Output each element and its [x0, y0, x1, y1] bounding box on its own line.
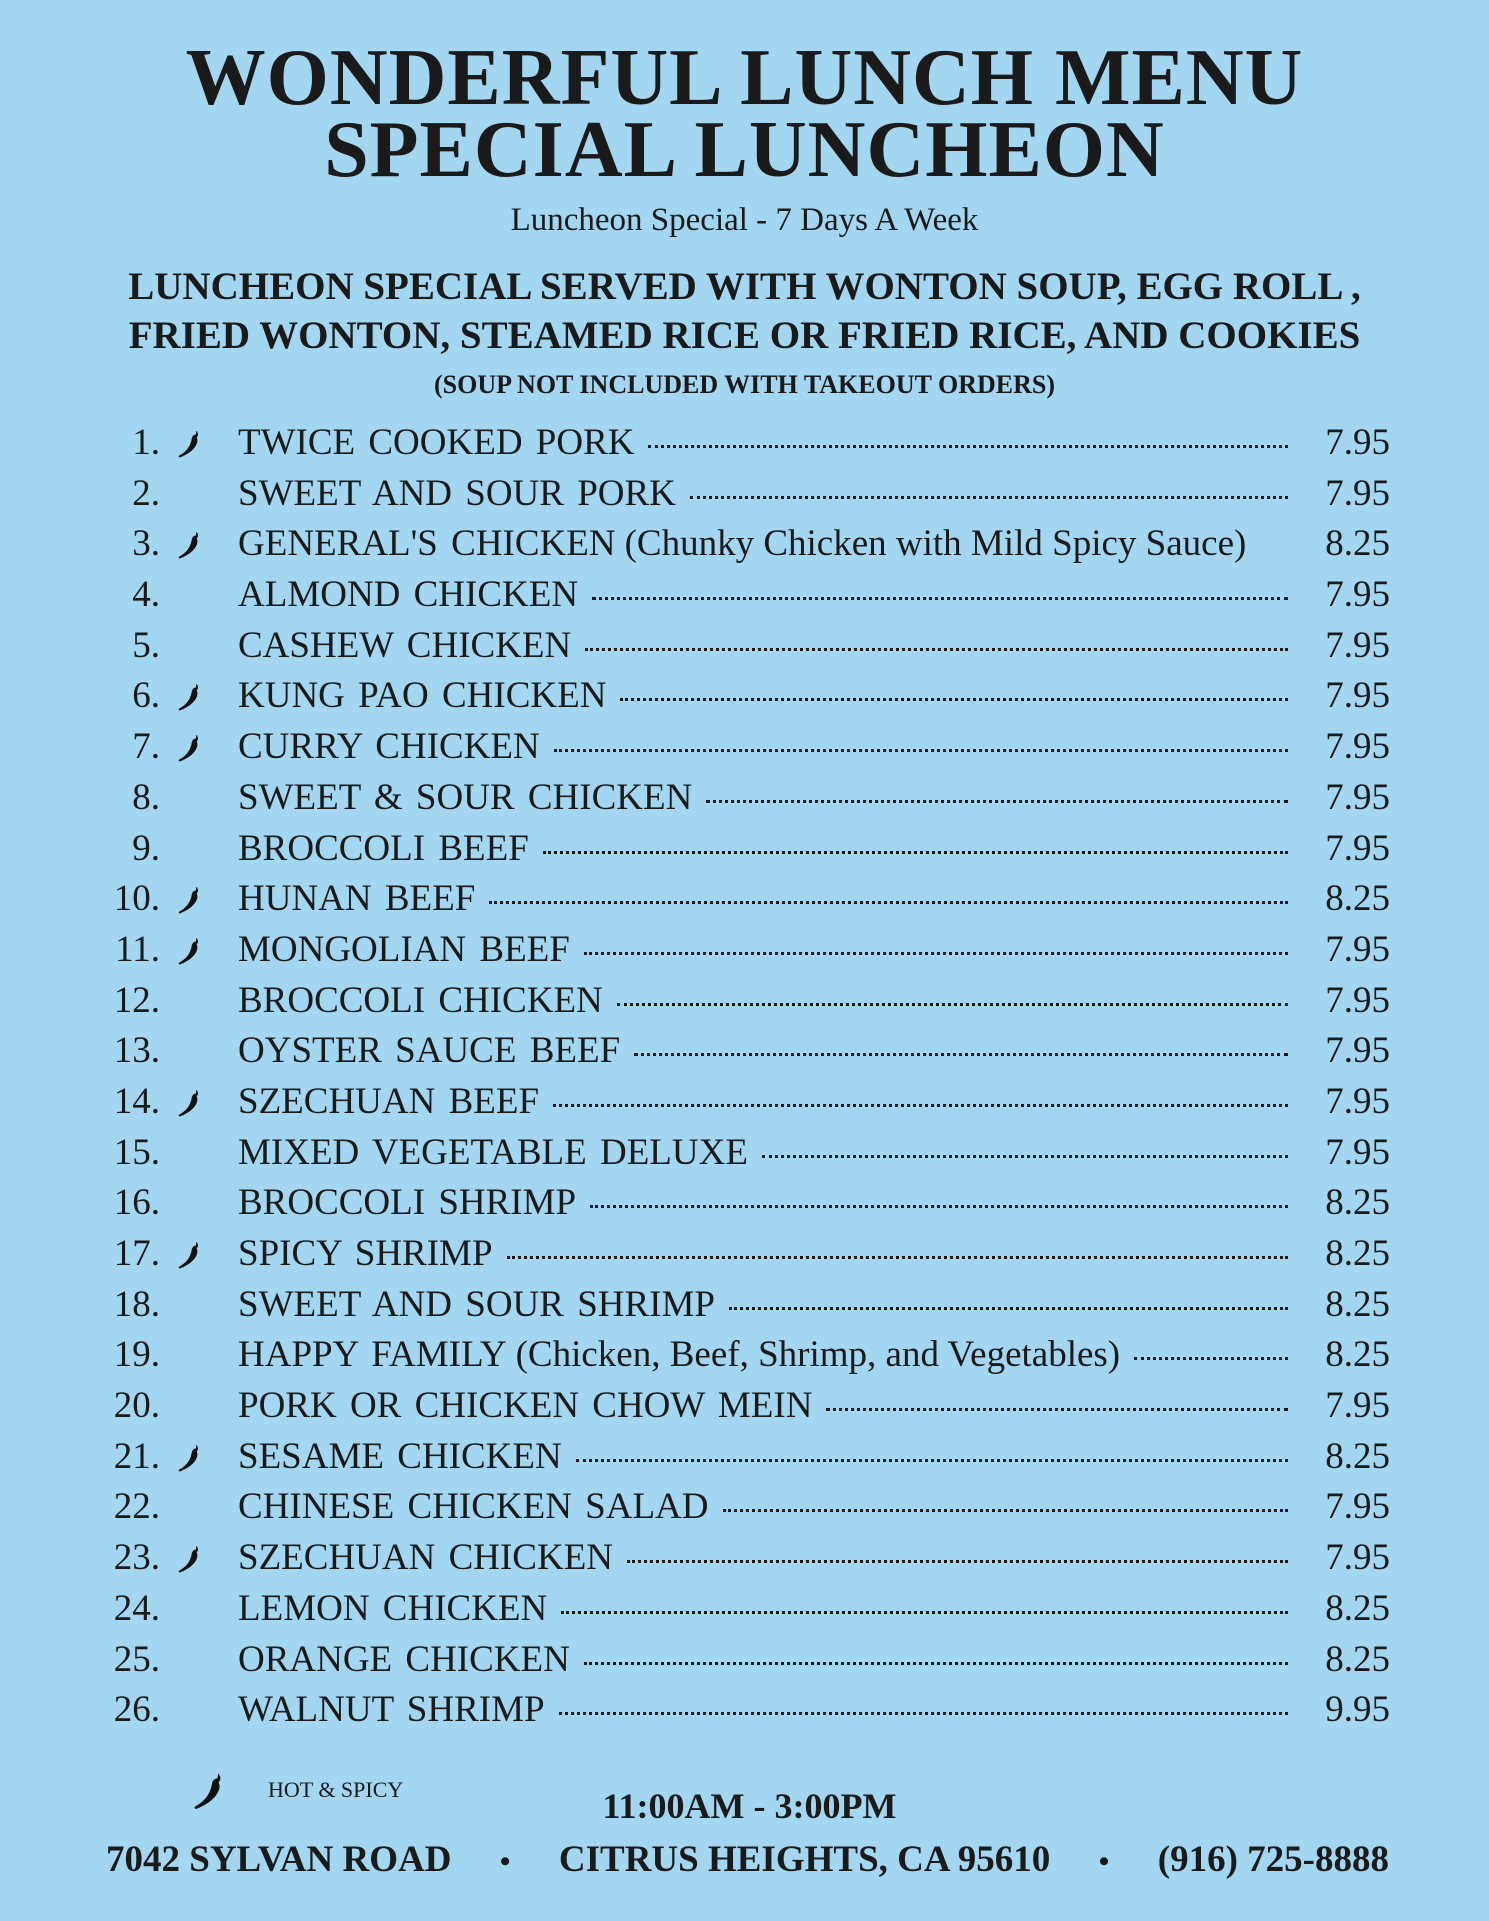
dot-leader — [690, 496, 1288, 499]
item-name: OYSTER SAUCE BEEF — [238, 1030, 621, 1072]
dot-leader — [507, 1256, 1288, 1259]
item-name: GENERAL'S CHICKEN — [238, 523, 616, 565]
chili-pepper-icon — [176, 1240, 206, 1270]
city-state-zip: CITRUS HEIGHTS, CA 95610 — [558, 1839, 1051, 1880]
menu-item — [100, 1131, 1390, 1182]
dot-leader — [543, 851, 1288, 854]
menu-item — [100, 1283, 1390, 1334]
menu-item — [100, 928, 1390, 979]
item-name-row — [238, 979, 1296, 1022]
item-name: HUNAN BEEF — [238, 878, 476, 920]
item-name: PORK OR CHICKEN CHOW MEIN — [238, 1385, 813, 1427]
item-price: 8.25 — [1325, 1334, 1390, 1376]
chili-pepper-icon — [176, 1544, 206, 1574]
dot-leader — [584, 952, 1288, 955]
item-name: WALNUT SHRIMP — [238, 1689, 545, 1731]
dot-leader — [585, 648, 1288, 651]
item-name-row — [238, 725, 1296, 768]
days-note: Luncheon Special - 7 Days A Week — [510, 202, 979, 238]
dot-leader — [576, 1459, 1288, 1462]
item-number: 5. — [132, 624, 160, 666]
item-name-row — [238, 1283, 1296, 1326]
item-price: 7.95 — [1325, 1537, 1390, 1579]
item-price: 7.95 — [1325, 574, 1390, 616]
item-price: 7.95 — [1325, 1080, 1390, 1122]
item-number: 13. — [113, 1030, 160, 1072]
item-number: 2. — [132, 472, 160, 514]
item-name-row — [238, 573, 1296, 616]
menu-item — [100, 1029, 1390, 1080]
item-name-row — [238, 472, 1296, 515]
chili-pepper-icon — [176, 1443, 206, 1473]
item-name-row — [238, 776, 1296, 819]
phone-number: (916) 725-8888 — [1157, 1839, 1389, 1880]
menu-subtitle-heading: SPECIAL LUNCHEON — [324, 106, 1165, 194]
menu-item — [100, 1536, 1390, 1587]
chili-pepper-icon — [176, 1088, 206, 1118]
item-name-row — [238, 1485, 1296, 1528]
item-number: 15. — [113, 1131, 160, 1173]
dot-leader — [620, 698, 1288, 701]
soup-note: (SOUP NOT INCLUDED WITH TAKEOUT ORDERS) — [433, 370, 1055, 399]
dot-leader — [634, 1053, 1288, 1056]
business-hours: 11:00AM - 3:00PM — [602, 1786, 897, 1826]
item-number: 14. — [113, 1080, 160, 1122]
menu-item — [100, 979, 1390, 1030]
item-number: 24. — [113, 1587, 160, 1629]
menu-item — [100, 1638, 1390, 1689]
item-number: 23. — [113, 1537, 160, 1579]
item-price: 7.95 — [1325, 675, 1390, 717]
separator-dot: • — [499, 1845, 511, 1878]
item-price: 7.95 — [1325, 979, 1390, 1021]
item-name: MONGOLIAN BEEF — [238, 928, 570, 970]
item-name-row — [238, 877, 1296, 920]
item-number: 21. — [113, 1435, 160, 1477]
dot-leader — [826, 1408, 1288, 1411]
item-name: KUNG PAO CHICKEN — [238, 675, 607, 717]
item-price: 7.95 — [1325, 726, 1390, 768]
item-name: BROCCOLI CHICKEN — [238, 979, 603, 1021]
menu-item — [100, 1384, 1390, 1435]
dot-leader — [729, 1307, 1288, 1310]
item-number: 7. — [132, 726, 160, 768]
menu-item — [100, 421, 1390, 472]
item-name-row — [238, 1333, 1296, 1376]
item-name: BROCCOLI BEEF — [238, 827, 529, 869]
dot-leader — [489, 901, 1288, 904]
street-address: 7042 SYLVAN ROAD — [106, 1839, 452, 1880]
address-line — [106, 1838, 1389, 1881]
item-number: 12. — [113, 979, 160, 1021]
item-name-row — [238, 1029, 1296, 1072]
item-price: 7.95 — [1325, 928, 1390, 970]
item-name-row — [238, 1688, 1296, 1731]
menu-item — [100, 827, 1390, 878]
item-name: CHINESE CHICKEN SALAD — [238, 1486, 709, 1528]
item-number: 18. — [113, 1283, 160, 1325]
item-name-row — [238, 1384, 1296, 1427]
item-price: 7.95 — [1325, 1131, 1390, 1173]
menu-item — [100, 1688, 1390, 1739]
menu-item — [100, 776, 1390, 827]
chili-pepper-icon — [176, 936, 206, 966]
menu-item — [100, 1333, 1390, 1384]
menu-item — [100, 725, 1390, 776]
menu-item — [100, 674, 1390, 725]
item-number: 22. — [113, 1486, 160, 1528]
item-number: 9. — [132, 827, 160, 869]
dot-leader — [723, 1509, 1289, 1512]
item-number: 6. — [132, 675, 160, 717]
menu-item — [100, 1232, 1390, 1283]
item-price: 7.95 — [1325, 472, 1390, 514]
item-name: ALMOND CHICKEN — [238, 574, 579, 616]
item-name-row — [238, 928, 1296, 971]
item-price: 7.95 — [1325, 1486, 1390, 1528]
chili-pepper-icon — [176, 429, 206, 459]
item-name: SESAME CHICKEN — [238, 1435, 562, 1477]
dot-leader — [553, 1104, 1288, 1107]
item-price: 7.95 — [1325, 422, 1390, 463]
dot-leader — [706, 800, 1288, 803]
legend-label: HOT & SPICY — [268, 1777, 404, 1802]
item-price: 8.25 — [1325, 1233, 1390, 1274]
item-number: 4. — [132, 574, 160, 616]
item-name-row — [238, 827, 1296, 870]
chili-pepper-icon — [176, 682, 206, 712]
item-name-row — [238, 1232, 1296, 1275]
dot-leader — [592, 597, 1288, 600]
menu-item — [100, 624, 1390, 675]
dot-leader — [584, 1662, 1288, 1665]
item-description: (Chunky Chicken with Mild Spicy Sauce) — [624, 523, 1247, 565]
dot-leader — [1134, 1357, 1288, 1360]
menu-item — [100, 1485, 1390, 1536]
dot-leader — [617, 1003, 1288, 1006]
menu-item — [100, 472, 1390, 523]
item-price: 8.25 — [1325, 1638, 1390, 1680]
item-price: 7.95 — [1325, 624, 1390, 666]
item-price: 7.95 — [1325, 827, 1390, 869]
item-name-row — [238, 1131, 1296, 1174]
item-name: LEMON CHICKEN — [238, 1587, 548, 1629]
item-price: 8.25 — [1325, 1182, 1390, 1224]
item-price: 8.25 — [1325, 1435, 1390, 1477]
item-name: BROCCOLI SHRIMP — [238, 1182, 577, 1224]
dot-leader — [559, 1712, 1288, 1715]
item-number: 19. — [113, 1334, 160, 1376]
item-name-row — [238, 522, 1296, 565]
item-name: CURRY CHICKEN — [238, 726, 540, 768]
item-name-row — [238, 1638, 1296, 1681]
item-name: SWEET AND SOUR PORK — [238, 472, 676, 514]
item-number: 20. — [113, 1385, 160, 1427]
item-price: 8.25 — [1325, 1283, 1390, 1325]
item-price: 8.25 — [1325, 878, 1390, 920]
menu-title: WONDERFUL LUNCH MENU — [185, 34, 1304, 122]
dot-leader — [648, 445, 1288, 448]
menu-item — [100, 1587, 1390, 1638]
item-name: MIXED VEGETABLE DELUXE — [238, 1131, 748, 1173]
menu-list — [100, 421, 1390, 1739]
item-name-row — [238, 1080, 1296, 1123]
item-number: 25. — [113, 1638, 160, 1680]
served-with-line-2: FRIED WONTON, STEAMED RICE OR FRIED RICE, AND COOKIES — [128, 314, 1361, 357]
item-number: 16. — [113, 1182, 160, 1224]
served-with-line-1: LUNCHEON SPECIAL SERVED WITH WONTON SOUP, EGG ROLL , — [128, 265, 1361, 308]
item-name-row — [238, 1536, 1296, 1579]
dot-leader — [561, 1611, 1288, 1614]
item-name-row — [238, 624, 1296, 667]
item-name: SZECHUAN CHICKEN — [238, 1537, 614, 1579]
item-name: ORANGE CHICKEN — [238, 1638, 570, 1680]
item-name: SWEET & SOUR CHICKEN — [238, 776, 693, 818]
item-number: 17. — [113, 1233, 160, 1274]
item-number: 26. — [113, 1689, 160, 1731]
menu-item — [100, 522, 1390, 573]
chili-pepper-icon — [176, 885, 206, 915]
dot-leader — [590, 1205, 1288, 1208]
menu-item — [100, 1080, 1390, 1131]
item-number: 8. — [132, 776, 160, 818]
item-price: 8.25 — [1325, 523, 1390, 565]
item-price: 7.95 — [1325, 1030, 1390, 1072]
item-description: (Chicken, Beef, Shrimp, and Vegetables) — [515, 1334, 1121, 1376]
dot-leader — [554, 749, 1288, 752]
menu-item — [100, 573, 1390, 624]
item-price: 7.95 — [1325, 776, 1390, 818]
menu-item — [100, 877, 1390, 928]
item-number: 3. — [132, 523, 160, 565]
separator-dot: • — [1098, 1845, 1110, 1878]
item-name-row — [238, 1435, 1296, 1478]
item-price: 7.95 — [1325, 1385, 1390, 1427]
item-price: 9.95 — [1325, 1689, 1390, 1731]
item-number: 11. — [115, 928, 160, 970]
item-name: TWICE COOKED PORK — [238, 422, 635, 463]
item-name: SPICY SHRIMP — [238, 1233, 493, 1274]
item-name-row — [238, 1587, 1296, 1630]
chili-pepper-icon — [176, 733, 206, 763]
menu-item — [100, 1435, 1390, 1486]
item-name: HAPPY FAMILY — [238, 1334, 507, 1376]
item-name: SZECHUAN BEEF — [238, 1080, 540, 1122]
dot-leader — [627, 1560, 1288, 1563]
item-name-row — [238, 421, 1296, 464]
chili-pepper-icon — [176, 530, 206, 560]
dot-leader — [762, 1155, 1288, 1158]
menu-item — [100, 1181, 1390, 1232]
item-name: CASHEW CHICKEN — [238, 624, 572, 666]
item-number: 10. — [113, 878, 160, 920]
item-name-row — [238, 674, 1296, 717]
item-name-row — [238, 1181, 1296, 1224]
item-number: 1. — [132, 422, 160, 463]
item-name: SWEET AND SOUR SHRIMP — [238, 1283, 715, 1325]
item-price: 8.25 — [1325, 1587, 1390, 1629]
